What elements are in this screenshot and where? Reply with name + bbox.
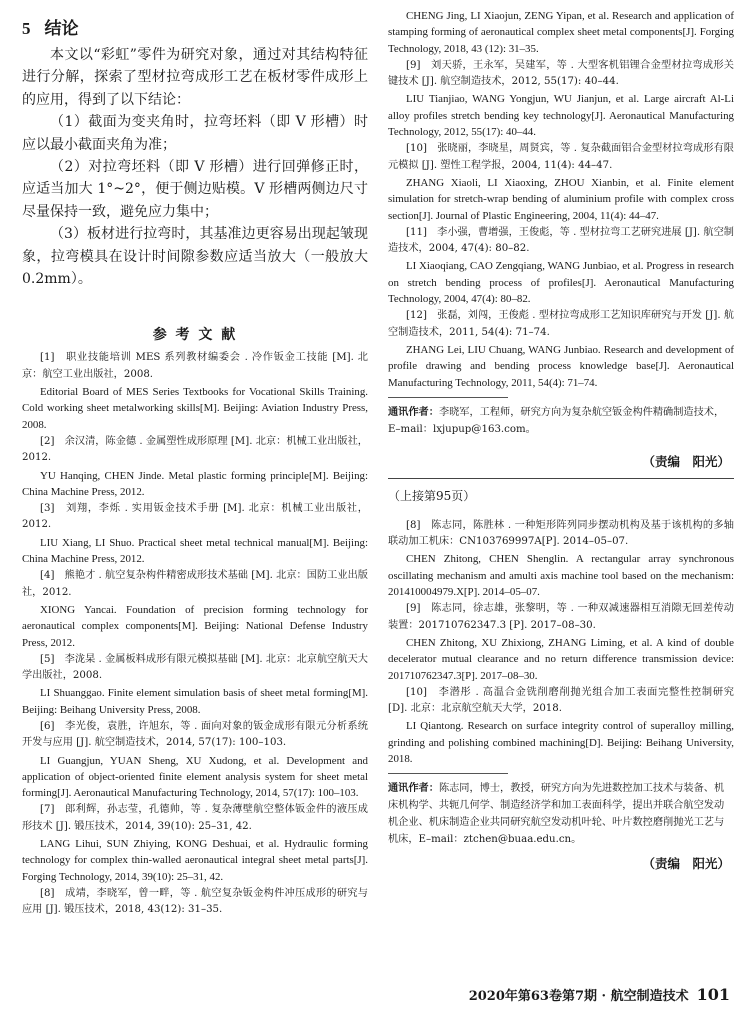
reference-entry: [9] 陈志同，徐志雄，张黎明，等 . 一种双减速器相互消隙无回差传动装置：201710762347.3 [P]. 2017–08–30. [388, 603, 734, 631]
reference-entry: [9] 刘天骄，王永军，吴建军，等 . 大型客机铝锂合金型材拉弯成形关键技术 [J]. 航空制造技术，2012, 55(17): 40–44. [388, 59, 734, 88]
corresponding-author [388, 404, 734, 438]
section-title-text: 结论 [44, 19, 79, 38]
reference-entry: [12] 张磊，刘闯，王俊彪 . 型材拉弯成形工艺知识库研究与开发 [J]. 航空制造技术，2011, 54(4): 71–74. [388, 310, 734, 338]
editor-credit: （责编 阳光） [642, 453, 730, 469]
conclusion-paragraph: （1）截面为变夹角时，拉弯坯料（即 V 形槽）时应以最小截面夹角为准； [22, 114, 368, 153]
conclusion-paragraph: （3）板材进行拉弯时，其基准边更容易出现起皱现象，拉弯模具在设计时间隙参数应适当放大（一般放大 0.2mm）。 [22, 226, 368, 288]
author-label: 通讯作者： [388, 782, 439, 795]
reference-list [388, 518, 734, 767]
reference-entry: [11] 李小强，曹增强，王俊彪，等 . 型材拉弯工艺研究进展 [J]. 航空制造技术，2004, 47(4): 80–82. [388, 226, 734, 255]
references-heading: 参 考 文 献 [152, 327, 238, 344]
reference-entry: LANG Lihui, SUN Zhiying, KONG Deshuai, et al. Hydraulic forming technology for complex thin-walled aeronautical integral sheet metal parts[J]. Forging Technology, 2014, 39(10): 25–31, 42. [22, 838, 368, 883]
reference-entry: CHENG Jing, LI Xiaojun, ZENG Yipan, et al. Research and application of stamping forming of aeronautical complex sheet metal components[J]. Forging Technology, 2018, 43 (12): 31–35. [388, 10, 734, 55]
reference-entry: [6] 李光俊，袁胜，许旭东，等 . 面向对象的钣金成形有限元分析系统开发与应用 [J]. 航空制造技术，2014, 57(17): 100–103. [22, 721, 368, 749]
reference-list [388, 8, 734, 391]
corresponding-author [388, 780, 734, 848]
reference-entry: [8] 陈志同，陈胜林 . 一种矩形阵列同步摆动机构及基于该机构的多轴联动加工机床：CN103769997A[P]. 2014–05–07. [388, 519, 734, 548]
right-column [388, 8, 734, 880]
reference-entry: [10] 李潜彤 . 高温合金铣削磨削抛光组合加工表面完整性控制研究 [D]. 北京：北京航空航天大学，2018. [388, 686, 734, 715]
reference-entry: [3] 刘翔，李烁 . 实用钣金技术手册 [M]. 北京：机械工业出版社，2012. [22, 503, 368, 531]
reference-entry: [10] 张晓丽，李晓星，周贤宾，等 . 复杂截面铝合金型材拉弯成形有限元模拟 [J]. 塑性工程学报，2004, 11(4): 44–47. [388, 143, 734, 171]
reference-entry: CHEN Zhitong, XU Zhixiong, ZHANG Liming, et al. A kind of double decelerator mutual clearance and no return difference transmission device: 201710762347.3[P]. 2017–08–30. [388, 636, 734, 682]
reference-entry: LI Qiantong. Research on surface integrity control of superalloy milling, grinding and polishing combined machining[D]. Beijing: Beihang University, 2018. [388, 720, 734, 765]
editor-credit: （责编 阳光） [642, 856, 730, 872]
author-text: 陈志同，博士，教授，研究方向为先进数控加工技术与装备、机床机构学、共轭几何学、制造经济学和加工表面科学，提出并联合航空发动机企业、机床制造企业共同研究航空发动机叶轮、叶片数控磨削抛光工艺与机床，E–mail：ztchen@buaa.edu.cn。 [388, 783, 725, 846]
section-number: 5 [22, 19, 31, 38]
reference-entry: [2] 余汉清，陈金德 . 金属塑性成形原理 [M]. 北京：机械工业出版社，2012. [22, 435, 368, 464]
divider [388, 478, 734, 479]
author-text: 李晓军，工程师，研究方向为复杂航空钣金构件精确制造技术，E–mail：lxjupup@163.com。 [388, 406, 725, 435]
page-footer [469, 985, 730, 1004]
author-label: 通讯作者： [388, 405, 439, 418]
reference-entry: [5] 李泷杲 . 金属板料成形有限元模拟基础 [M]. 北京：北京航空航天大学出版社，2008. [22, 653, 368, 682]
reference-entry: LIU Xiang, LI Shuo. Practical sheet metal technical manual[M]. Beijing: China Machine Press, 2012. [22, 536, 368, 566]
reference-entry: ZHANG Xiaoli, LI Xiaoxing, ZHOU Xianbin, et al. Finite element simulation for stretch-wrap bending of aluminium profile with complex cross section[J]. Journal of Plastic Engineering, 2004, 11(4): 44–47. [388, 176, 734, 222]
conclusion-paragraph: 本文以“彩虹”零件为研究对象，通过对其结构特征进行分解，探索了型材拉弯成形工艺在板材零件成形上的应用，得到了以下结论： [22, 47, 368, 108]
reference-entry: Editorial Board of MES Series Textbooks for Vocational Skills Training. Cold working sheet metalworking skills[M]. Beijing: Aviation Industry Press, 2008. [22, 386, 368, 431]
reference-entry: CHEN Zhitong, CHEN Shenglin. A rectangular array synchronous oscillating mechanism and amulti axis machine tool based on the mechanism: 201410004979.X[P]. 2014–05–07. [388, 553, 734, 599]
left-column [22, 0, 368, 920]
reference-entry: [1] 职业技能培训 MES 系列教材编委会 . 冷作钣金工技能 [M]. 北京：航空工业出版社，2008. [22, 352, 368, 380]
reference-entry: LI Guangjun, YUAN Sheng, XU Xudong, et al. Development and application of object-oriented finite element analysis system for sheet metal forming[J]. Aeronautical Manufacturing Technology, 2014, 57(17): 100–103. [22, 754, 368, 800]
reference-entry: LI Xiaoqiang, CAO Zengqiang, WANG Junbiao, et al. Progress in research on stretch bending process of profiles[J]. Aeronautical Manufacturing Technology, 2004, 47(4): 80–82. [388, 260, 734, 306]
divider [388, 773, 508, 774]
page-number: 101 [696, 985, 730, 1004]
continued-note: （上接第95页） [388, 488, 476, 503]
divider [388, 397, 508, 398]
reference-entry: XIONG Yancai. Foundation of precision forming technology for aeronautical complex components[M]. Beijing: National Defense Industry Press, 2012. [22, 603, 368, 649]
journal-info: 2020年第63卷第7期 · 航空制造技术 [468, 989, 689, 1004]
reference-entry: [8] 成靖，李晓军，曾一畔，等 . 航空复杂钣金构件冲压成形的研究与应用 [J]. 锻压技术，2018, 43(12): 31–35. [22, 887, 368, 916]
reference-list [22, 350, 368, 918]
reference-entry: ZHANG Lei, LIU Chuang, WANG Junbiao. Research and development of profile drawing and bending process knowledge base[J]. Aeronautical Manufacturing Technology, 2011, 54(4): 71–74. [388, 343, 734, 389]
section-title [22, 18, 368, 40]
reference-entry: LI Shuanggao. Finite element simulation basis of sheet metal forming[M]. Beijing: Beihang University Press, 2008. [22, 687, 368, 716]
reference-entry: LIU Tianjiao, WANG Yongjun, WU Jianjun, et al. Large aircraft Al-Li alloy profiles stretch bending key technology[J]. Aeronautical Manufacturing Technology, 2012, 55(17): 40–44. [388, 93, 734, 139]
reference-entry: [4] 熊艳才 . 航空复杂构件精密成形技术基础 [M]. 北京：国防工业出版社，2012. [22, 570, 368, 598]
reference-entry: YU Hanqing, CHEN Jinde. Metal plastic forming principle[M]. Beijing: China Machine Press, 2012. [22, 469, 368, 498]
conclusion-paragraph: （2）对拉弯坯料（即 V 形槽）进行回弹修正时，应适当加大 1°~2°，便于侧边贴模。V 形槽两侧边尺寸尽量保持一致，避免应力集中； [22, 159, 368, 220]
reference-entry: [7] 郎利辉，孙志莹，孔德帅，等 . 复杂薄壁航空整体钣金件的液压成形技术 [J]. 锻压技术，2014, 39(10): 25–31, 42. [22, 804, 368, 832]
